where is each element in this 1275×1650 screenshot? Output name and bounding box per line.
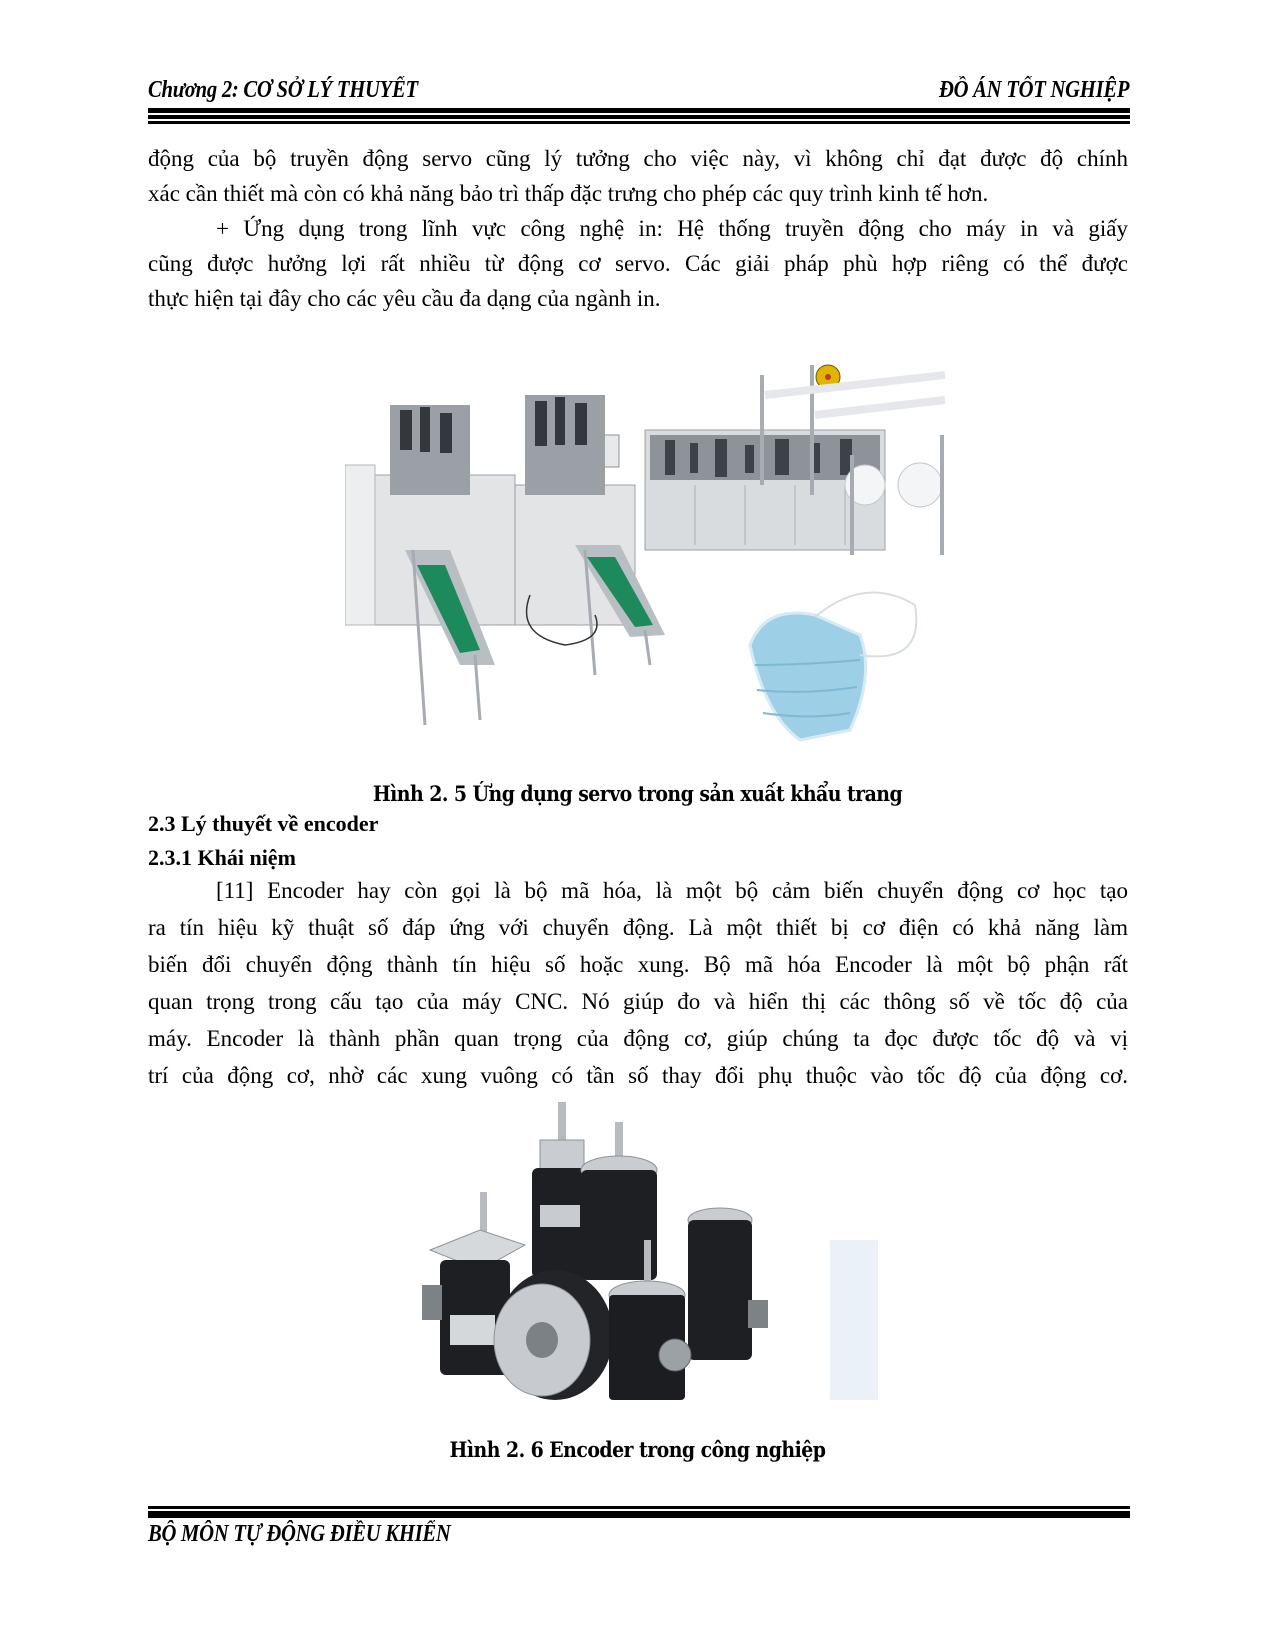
header-rule	[148, 108, 1130, 113]
mask-machine-illustration	[345, 335, 950, 745]
body-text-line: trí của động cơ, nhờ các xung vuông có tần số thay đổi phụ thuộc vào tốc độ của động cơ.	[148, 1063, 1128, 1088]
body-text-line: máy. Encoder là thành phần quan trọng của động cơ, giúp chúng ta đọc được tốc độ và vị	[148, 1026, 1128, 1051]
subsection-heading: 2.3.1 Khái niệm	[148, 845, 296, 870]
body-text-line: động của bộ truyền động servo cũng lý tưởng cho việc này, vì không chỉ đạt được độ chính	[148, 146, 1128, 171]
figure-mask-production-line	[345, 335, 950, 745]
footer-rule	[148, 1511, 1130, 1518]
body-text-line: quan trọng trong cấu tạo của máy CNC. Nó giúp đo và hiển thị các thông số về tốc độ của	[148, 989, 1128, 1014]
section-heading: 2.3 Lý thuyết về encoder	[148, 811, 379, 836]
body-text-line: biến đổi chuyển động thành tín hiệu số hoặc xung. Bộ mã hóa Encoder là một bộ phận rất	[148, 952, 1128, 977]
header-rule	[148, 121, 1130, 124]
header-rule	[148, 115, 1130, 119]
body-text-line: + Ứng dụng trong lĩnh vực công nghệ in: Hệ thống truyền động cho máy in và giấy	[216, 216, 1128, 241]
figure-caption: Hình 2. 6 Encoder trong công nghiệp	[449, 1437, 826, 1462]
body-text-line: xác cần thiết mà còn có khả năng bảo trì thấp đặc trưng cho phép các quy trình kinh tế hơn.	[148, 181, 989, 206]
header-document-type: ĐỒ ÁN TỐT NGHIỆP	[938, 77, 1129, 103]
body-text-line: cũng được hưởng lợi rất nhiều từ động cơ servo. Các giải pháp phù hợp riêng có thể được	[148, 251, 1128, 276]
body-text-line: thực hiện tại đây cho các yêu cầu đa dạng của ngành in.	[148, 286, 661, 311]
encoders-illustration	[410, 1100, 880, 1405]
body-text-line: [11] Encoder hay còn gọi là bộ mã hóa, là một bộ cảm biến chuyển động cơ học tạo	[216, 878, 1128, 903]
figure-caption: Hình 2. 5 Ứng dụng servo trong sản xuất khẩu trang	[372, 781, 903, 806]
figure-industrial-encoders	[410, 1100, 880, 1405]
footer-rule	[148, 1506, 1130, 1509]
footer-department: BỘ MÔN TỰ ĐỘNG ĐIỀU KHIỂN	[148, 1521, 451, 1547]
header-chapter-title: Chương 2: CƠ SỞ LÝ THUYẾT	[148, 77, 418, 103]
body-text-line: ra tín hiệu kỹ thuật số đáp ứng với chuyển động. Là một thiết bị cơ điện có khả năng làm	[148, 915, 1128, 940]
